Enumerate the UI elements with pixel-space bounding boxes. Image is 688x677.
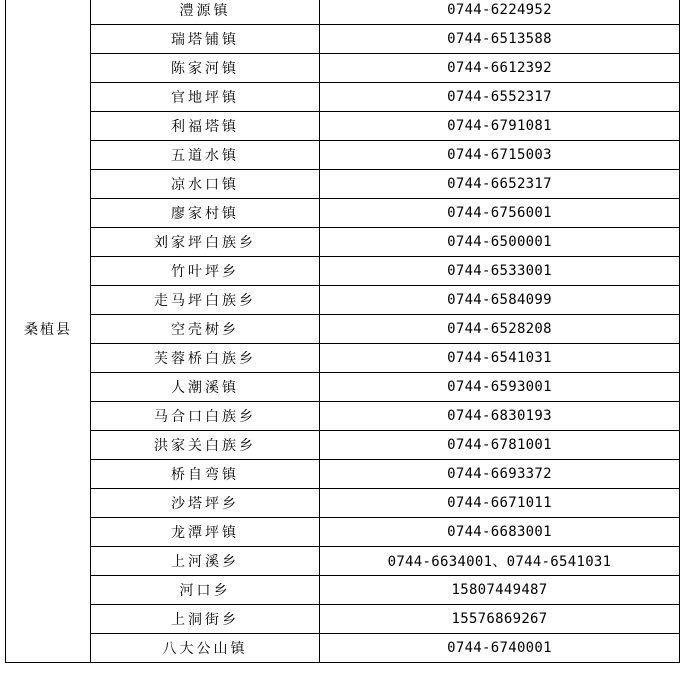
table-row bbox=[6, 634, 680, 663]
phone-cell: 0744-6781001 bbox=[320, 431, 680, 460]
phone-cell: 0744-6715003 bbox=[320, 141, 680, 170]
phone-cell: 0744-6584099 bbox=[320, 286, 680, 315]
phone-cell: 0744-6593001 bbox=[320, 373, 680, 402]
phone-cell: 0744-6830193 bbox=[320, 402, 680, 431]
town-cell: 马合口白族乡 bbox=[91, 402, 320, 431]
table-row bbox=[6, 25, 680, 54]
town-cell: 上河溪乡 bbox=[91, 547, 320, 576]
phone-cell: 0744-6612392 bbox=[320, 54, 680, 83]
town-cell: 桥自弯镇 bbox=[91, 460, 320, 489]
table-row bbox=[6, 286, 680, 315]
phone-cell: 0744-6552317 bbox=[320, 83, 680, 112]
table-row bbox=[6, 170, 680, 199]
phone-cell: 0744-6740001 bbox=[320, 634, 680, 663]
phone-cell: 0744-6683001 bbox=[320, 518, 680, 547]
town-cell: 芙蓉桥白族乡 bbox=[91, 344, 320, 373]
table-row bbox=[6, 518, 680, 547]
town-cell: 洪家关白族乡 bbox=[91, 431, 320, 460]
table-row bbox=[6, 576, 680, 605]
table-row bbox=[6, 228, 680, 257]
town-cell: 走马坪白族乡 bbox=[91, 286, 320, 315]
town-cell: 刘家坪白族乡 bbox=[91, 228, 320, 257]
town-cell: 廖家村镇 bbox=[91, 199, 320, 228]
phone-cell: 0744-6671011 bbox=[320, 489, 680, 518]
contact-table bbox=[5, 0, 680, 663]
town-cell: 河口乡 bbox=[91, 576, 320, 605]
phone-cell: 0744-6224952 bbox=[320, 0, 680, 25]
table-row bbox=[6, 489, 680, 518]
phone-cell: 0744-6791081 bbox=[320, 112, 680, 141]
table-row bbox=[6, 460, 680, 489]
table-row bbox=[6, 199, 680, 228]
town-cell: 竹叶坪乡 bbox=[91, 257, 320, 286]
phone-cell: 0744-6533001 bbox=[320, 257, 680, 286]
table-row bbox=[6, 605, 680, 634]
town-cell: 凉水口镇 bbox=[91, 170, 320, 199]
table-row bbox=[6, 257, 680, 286]
table-row bbox=[6, 54, 680, 83]
town-cell: 澧源镇 bbox=[91, 0, 320, 25]
phone-cell: 15576869267 bbox=[320, 605, 680, 634]
town-cell: 龙潭坪镇 bbox=[91, 518, 320, 547]
county-cell: 桑植县 bbox=[6, 0, 91, 663]
table-row bbox=[6, 315, 680, 344]
phone-cell: 0744-6513588 bbox=[320, 25, 680, 54]
town-cell: 上洞街乡 bbox=[91, 605, 320, 634]
phone-cell: 15807449487 bbox=[320, 576, 680, 605]
town-cell: 利福塔镇 bbox=[91, 112, 320, 141]
phone-cell: 0744-6756001 bbox=[320, 199, 680, 228]
phone-cell: 0744-6500001 bbox=[320, 228, 680, 257]
table-row bbox=[6, 141, 680, 170]
table-row bbox=[6, 83, 680, 112]
town-cell: 五道水镇 bbox=[91, 141, 320, 170]
phone-cell: 0744-6634001、0744-6541031 bbox=[320, 547, 680, 576]
phone-cell: 0744-6541031 bbox=[320, 344, 680, 373]
town-cell: 八大公山镇 bbox=[91, 634, 320, 663]
table-row bbox=[6, 112, 680, 141]
phone-cell: 0744-6528208 bbox=[320, 315, 680, 344]
town-cell: 瑞塔铺镇 bbox=[91, 25, 320, 54]
phone-cell: 0744-6693372 bbox=[320, 460, 680, 489]
town-cell: 沙塔坪乡 bbox=[91, 489, 320, 518]
table-row bbox=[6, 0, 680, 25]
table-body bbox=[6, 0, 680, 663]
table-row bbox=[6, 373, 680, 402]
table-row bbox=[6, 402, 680, 431]
town-cell: 人潮溪镇 bbox=[91, 373, 320, 402]
table-row bbox=[6, 547, 680, 576]
town-cell: 官地坪镇 bbox=[91, 83, 320, 112]
table-row bbox=[6, 431, 680, 460]
table-row bbox=[6, 344, 680, 373]
phone-cell: 0744-6652317 bbox=[320, 170, 680, 199]
town-cell: 陈家河镇 bbox=[91, 54, 320, 83]
town-cell: 空壳树乡 bbox=[91, 315, 320, 344]
